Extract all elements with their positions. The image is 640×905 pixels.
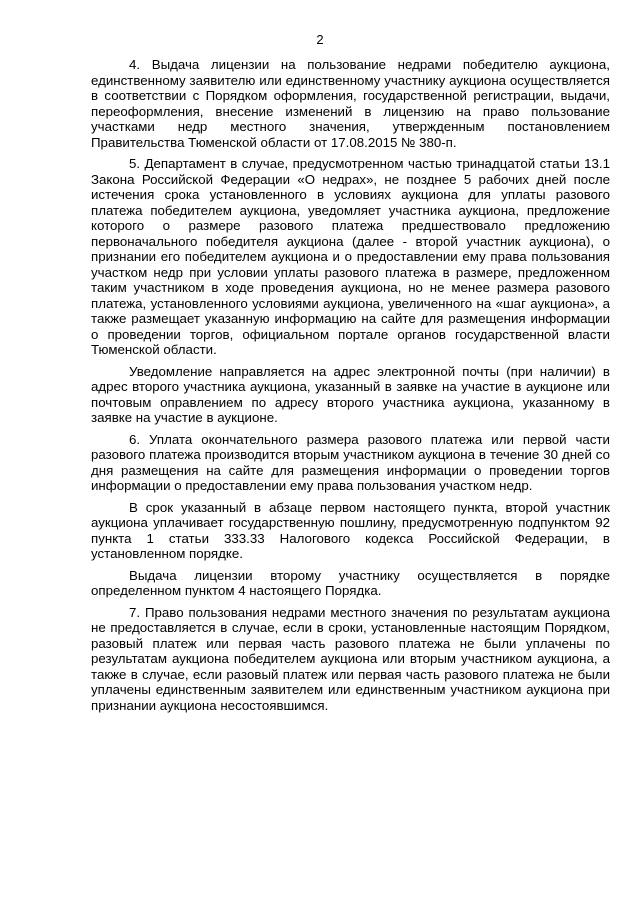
page-number: 2 — [316, 32, 324, 47]
document-body — [91, 57, 610, 719]
paragraph-second-participant-license: Выдача лицензии второму участнику осуществляется в порядке определенном пунктом 4 настоящего Порядка. — [91, 567, 610, 598]
paragraph-4-license-issuance: 4. Выдача лицензии на пользование недрами победителю аукциона, единственному заявителю или единственному участнику аукциона осуществляется в соответствии с Порядком оформления, государственной регистрации, выдачи, переоформления, внесение изменений в лицензию на право пользование участками недр местного значения, утвержденным постановлением Правительства Тюменской области от 17.08.2015 № 380-п. — [91, 57, 610, 150]
paragraph-7-right-not-granted: 7. Право пользования недрами местного значения по результатам аукциона не предоставляется в случае, если в сроки, установленные настоящим Порядком, разовый платеж или первая часть разового платежа не были уплачены по результатам аукциона победителем аукциона или вторым участником аукциона, а также в случае, если разовый платеж или первая часть разового платежа не были уплачены единственным заявителем или единственным участником аукциона при признании аукциона несостоявшимся. — [91, 604, 610, 713]
paragraph-6-payment: 6. Уплата окончательного размера разового платежа или первой части разового платежа производится вторым участником аукциона в течение 30 дней со дня размещения на сайте для размещения информации о проведении торгов информации о предоставлении ему права пользования участком недр. — [91, 431, 610, 493]
paragraph-notification-delivery: Уведомление направляется на адрес электронной почты (при наличии) в адрес второго участника аукциона, указанный в заявке на участие в аукционе или почтовым оправлением по адресу второго участника аукциона, указанному в заявке на участие в аукционе. — [91, 363, 610, 425]
paragraph-5-department-notice: 5. Департамент в случае, предусмотренном частью тринадцатой статьи 13.1 Закона Российской Федерации «О недрах», не позднее 5 рабочих дней после истечения срока установленного в условиях аукциона для уплаты разового платежа победителем аукциона, уведомляет участника аукциона, предложение которого о размере разового платежа предшествовало предложению первоначального победителя аукциона (далее - второй участник аукциона), о признании его победителем аукциона и о предоставлении ему права пользования участком недр при условии уплаты разового платежа в размере, предложенном таким участником в ходе проведения аукциона, но не менее размера разового платежа, установленного условиями аукциона, увеличенного на «шаг аукциона», а также размещает указанную информацию на сайте для размещения информации о проведении торгов, официальном портале органов государственной власти Тюменской области. — [91, 156, 610, 357]
paragraph-state-duty: В срок указанный в абзаце первом настоящего пункта, второй участник аукциона уплачивает государственную пошлину, предусмотренную подпунктом 92 пункта 1 статьи 333.33 Налогового кодекса Российской Федерации, в установленном порядке. — [91, 499, 610, 561]
